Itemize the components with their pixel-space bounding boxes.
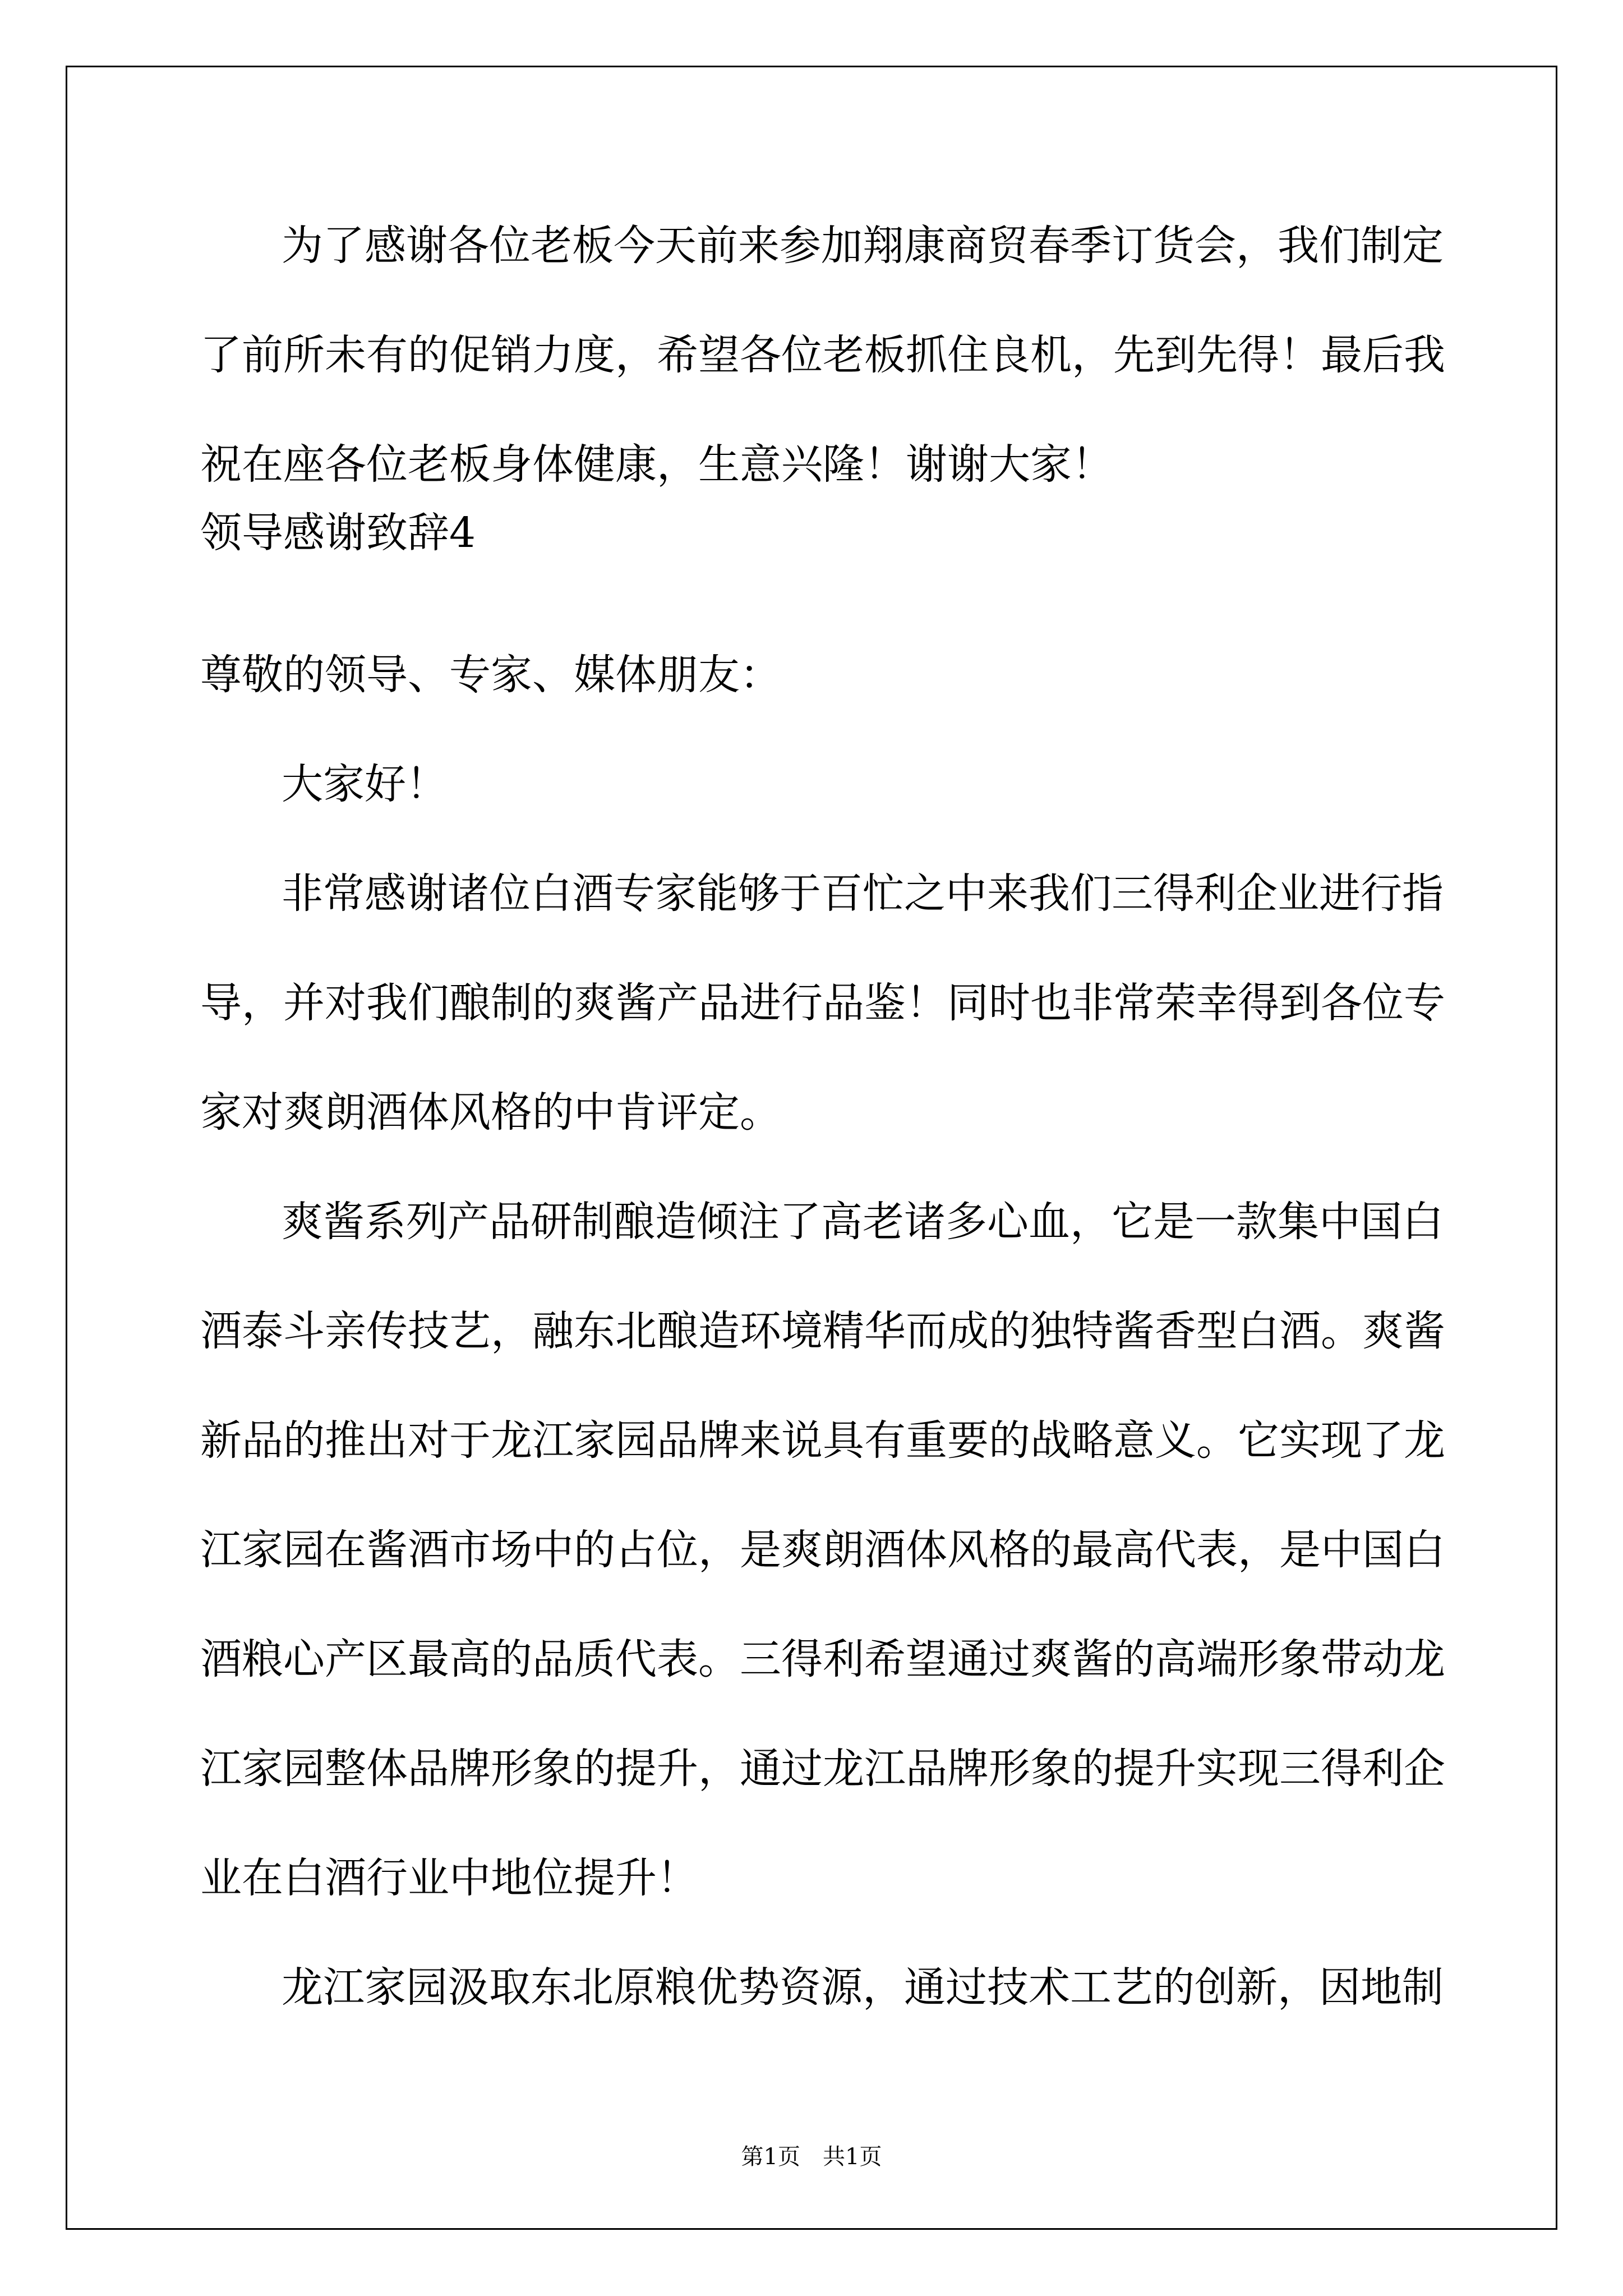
paragraph-line: 龙江家园汲取东北原粮优势资源，通过技术工艺的创新，因地制 — [282, 1963, 1444, 2012]
paragraph-line: 了前所未有的促销力度，希望各位老板抓住良机，先到先得！最后我 — [200, 331, 1445, 379]
paragraph-line: 酒泰斗亲传技艺，融东北酿造环境精华而成的独特酱香型白酒。爽酱 — [200, 1307, 1445, 1355]
page-footer: 第1页 共1页 — [741, 2144, 882, 2170]
paragraph-line: 为了感谢各位老板今天前来参加翔康商贸春季订货会，我们制定 — [282, 222, 1444, 270]
greeting: 大家好！ — [282, 760, 448, 808]
paragraph-line: 非常感谢诸位白酒专家能够于百忙之中来我们三得利企业进行指 — [282, 869, 1444, 918]
salutation: 尊敬的领导、专家、媒体朋友： — [200, 651, 781, 699]
section-heading: 领导感谢致辞4 — [200, 509, 476, 557]
paragraph-line: 祝在座各位老板身体健康，生意兴隆！谢谢大家！ — [200, 440, 1113, 489]
paragraph-line: 家对爽朗酒体风格的中肯评定。 — [200, 1088, 781, 1137]
paragraph-line: 爽酱系列产品研制酿造倾注了高老诸多心血，它是一款集中国白 — [282, 1198, 1444, 1246]
paragraph-line: 酒粮心产区最高的品质代表。三得利希望通过爽酱的高端形象带动龙 — [200, 1635, 1445, 1683]
paragraph-line: 业在白酒行业中地位提升！ — [200, 1854, 698, 1902]
paragraph-line: 江家园整体品牌形象的提升，通过龙江品牌形象的提升实现三得利企 — [200, 1745, 1445, 1793]
paragraph-line: 新品的推出对于龙江家园品牌来说具有重要的战略意义。它实现了龙 — [200, 1416, 1445, 1465]
paragraph-line: 江家园在酱酒市场中的占位，是爽朗酒体风格的最高代表，是中国白 — [200, 1526, 1445, 1574]
paragraph-line: 导，并对我们酿制的爽酱产品进行品鉴！同时也非常荣幸得到各位专 — [200, 979, 1445, 1027]
